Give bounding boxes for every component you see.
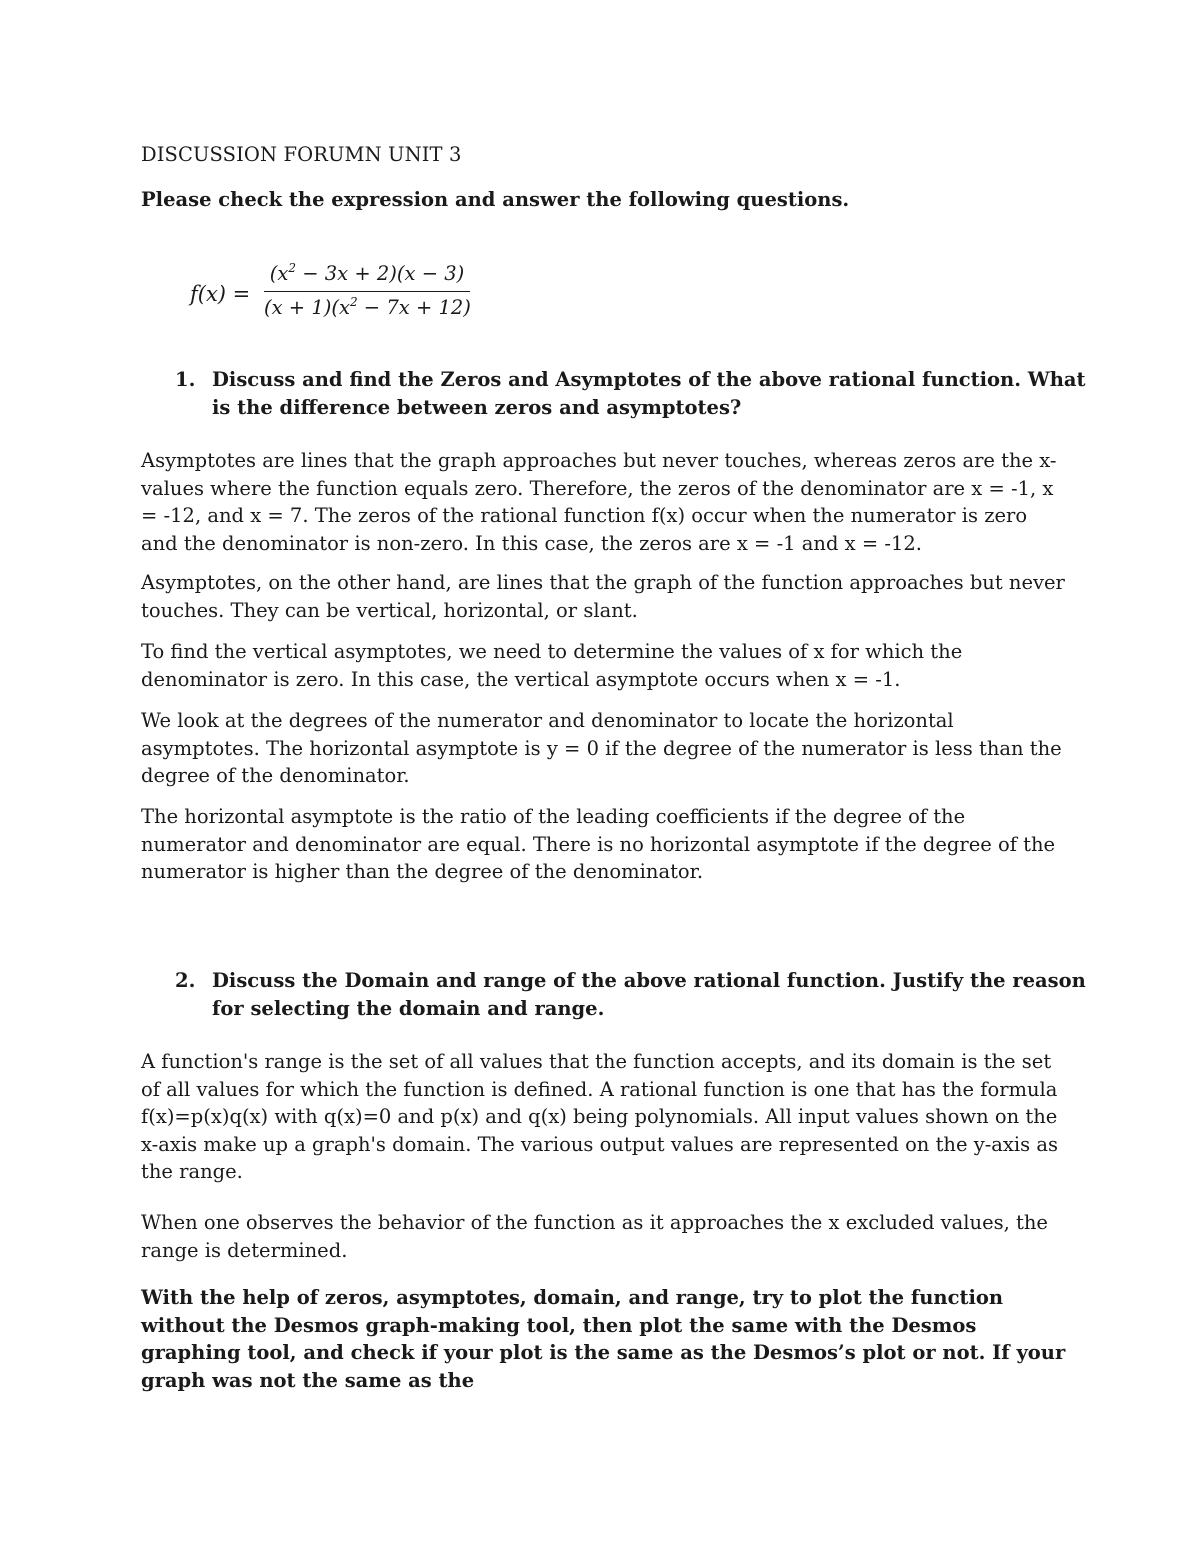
formula-lhs: f(x) = [190,282,251,306]
question-1-text: Discuss and find the Zeros and Asymptotes of the above rational function. What is the difference between zeros and asymptotes? [212,368,1086,419]
q1-answer-paragraph: Asymptotes are lines that the graph approaches but never touches, whereas zeros are the x-values where the function equals zero. Therefore, the zeros of the denominator are x = -1, x = -12, and x = 7. The zeros of the rational function f(x) occur when the numerator is zero and the denominator is non-zero. In this case, the zeros are x = -1 and x = -12. [141,449,1057,555]
question-2-text: Discuss the Domain and range of the above rational function. Justify the reason for selecting the domain and range. [212,969,1086,1020]
formula-fraction [264,262,470,319]
q1-answer-paragraph: We look at the degrees of the numerator and denominator to locate the horizontal asymptotes. The horizontal asymptote is y = 0 if the degree of the numerator is less than the degree of the denominator. [141,709,1062,787]
q2-answer-paragraph: A function's range is the set of all values that the function accepts, and its domain is the set of all values for which the function is defined. A rational function is one that has the formula f(x)=p(x)q(x) with q(x)=0 and p(x) and q(x) being polynomials. All input values shown on the x-axis make up a graph's domain. The various output values are represented on the y-axis as the range. [141,1050,1059,1183]
question-2-number: 2. [175,969,196,992]
intro-instruction: Please check the expression and answer the following questions. [141,188,850,211]
q2-answer-paragraph: When one observes the behavior of the function as it approaches the x excluded values, the range is determined. [141,1211,1048,1262]
q1-answer-paragraph: The horizontal asymptote is the ratio of the leading coefficients if the degree of the numerator and denominator are equal. There is no horizontal asymptote if the degree of the numerator is higher than the degree of the denominator. [141,805,1056,883]
fraction-bar [264,291,470,292]
closing-instruction: With the help of zeros, asymptotes, domain, and range, try to plot the function without the Desmos graph-making tool, then plot the same with the Desmos graphing tool, and check if your plot is the same as the Desmos’s plot or not. If your graph was not the same as the [141,1286,1066,1392]
q1-answer-paragraph: Asymptotes, on the other hand, are lines that the graph of the function approaches but never touches. They can be vertical, horizontal, or slant. [141,571,1065,622]
document-title: DISCUSSION FORUMN UNIT 3 [141,143,462,166]
q1-answer-paragraph: To find the vertical asymptotes, we need to determine the values of x for which the denominator is zero. In this case, the vertical asymptote occurs when x = -1. [141,640,963,691]
question-1-number: 1. [175,368,196,391]
formula-numerator: $(x^2 - 3x + 2)(x - 3)$ [269,261,465,285]
formula-denominator: $(x + 1)(x^2 - 7x + 12)$ [264,295,471,319]
